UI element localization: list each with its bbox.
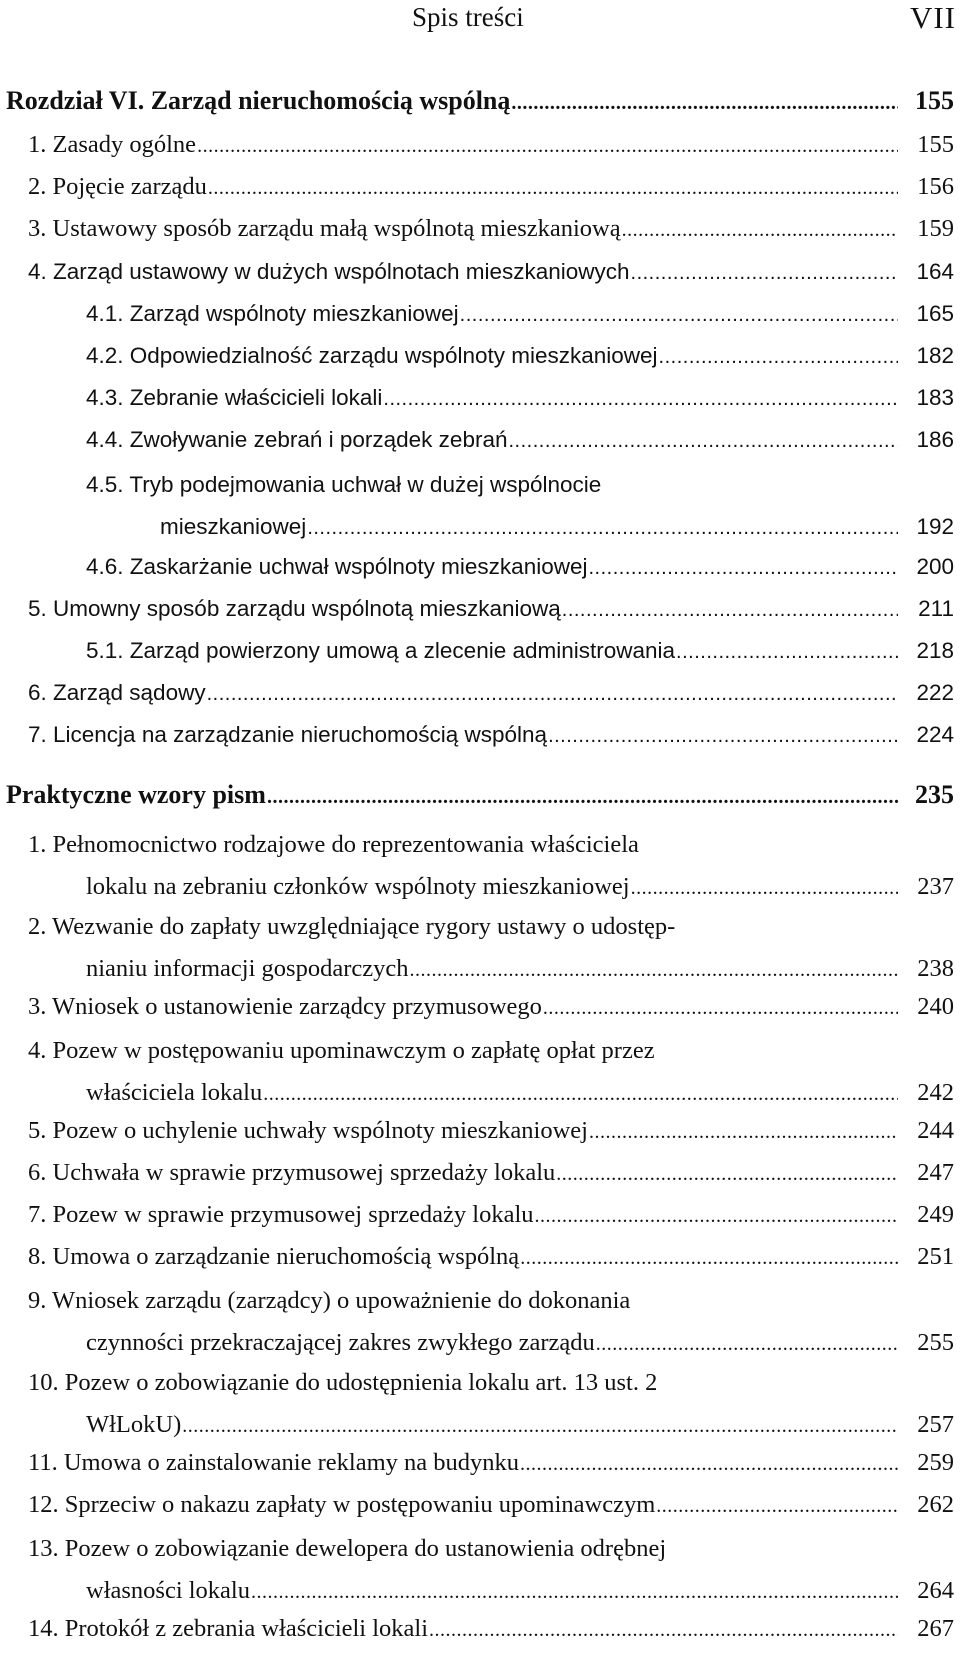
toc-entry-line — [86, 343, 900, 369]
toc-page-number: 244 — [917, 1117, 954, 1144]
toc-entry-line — [28, 680, 900, 706]
toc-entry-line — [28, 216, 900, 242]
toc-page-number: 192 — [916, 514, 954, 539]
dot-leader — [656, 1493, 898, 1519]
toc-entry-line — [86, 1412, 900, 1438]
toc-entry-continuation: nianiu informacji gospodarczych — [86, 955, 409, 982]
toc-entry-title: 10. Pozew o zobowiązanie do udostępnienia lokalu art. 13 ust. 2 — [28, 1369, 658, 1396]
toc-entry-line — [28, 1202, 900, 1228]
toc-entry-title: 5. Umowny sposób zarządu wspólnotą mieszkaniową — [28, 596, 561, 621]
toc-page-number: 156 — [917, 173, 954, 200]
toc-entry-title: 4.1. Zarząd wspólnoty mieszkaniowej — [86, 301, 459, 326]
toc-entry-title: 6. Uchwała w sprawie przymusowej sprzedaży lokalu — [28, 1159, 556, 1186]
toc-entry — [0, 908, 960, 994]
dot-leader — [556, 1161, 898, 1187]
toc-entry-line — [86, 638, 900, 664]
toc-page-number: 259 — [917, 1449, 954, 1476]
toc-entry-title: 9. Wniosek zarządu (zarządcy) o upoważnienie do dokonania — [28, 1287, 631, 1314]
dot-leader — [267, 784, 898, 810]
toc-entry-title: 2. Pojęcie zarządu — [28, 173, 207, 200]
toc-entry-title: 6. Zarząd sądowy — [28, 680, 206, 705]
toc-entry — [0, 990, 960, 1032]
toc-entry-line — [28, 994, 900, 1020]
toc-page-number: 200 — [916, 554, 954, 579]
toc-entry-title: 4. Pozew w postępowaniu upominawczym o zapłatę opłat przez — [28, 1037, 655, 1064]
toc-entry-line — [86, 1578, 900, 1604]
toc-entry-line — [6, 88, 900, 114]
dot-leader — [207, 681, 898, 707]
toc-entry-title: Praktyczne wzory pism — [6, 780, 266, 809]
page-number: VII — [909, 0, 956, 35]
toc-page-number: 262 — [917, 1491, 954, 1518]
toc-entry-line — [28, 1118, 900, 1144]
dot-leader — [263, 1081, 898, 1107]
toc-page-number: 257 — [917, 1411, 954, 1438]
toc-entry-title: 4.2. Odpowiedzialność zarządu wspólnoty mieszkaniowej — [86, 343, 658, 368]
toc-entry-line — [28, 132, 900, 158]
toc-entry — [0, 718, 960, 760]
toc-entry — [0, 423, 960, 465]
dot-leader — [589, 1119, 898, 1145]
toc-entry-title: 14. Protokół z zebrania właścicieli lokali — [28, 1615, 429, 1642]
toc-page-number: 247 — [917, 1159, 954, 1186]
toc-entry-title: 4.3. Zebranie właścicieli lokali — [86, 385, 383, 410]
toc-entry-line — [160, 514, 900, 540]
toc-entry — [0, 1198, 960, 1240]
toc-entry — [0, 212, 960, 254]
dot-leader — [588, 555, 898, 581]
toc-entry-line — [28, 1450, 900, 1476]
dot-leader — [429, 1617, 898, 1643]
toc-page-number: 267 — [917, 1615, 954, 1642]
toc-page-number: 238 — [917, 955, 954, 982]
toc-entry-line — [86, 874, 900, 900]
toc-entry-line — [86, 956, 900, 982]
toc-entry-continuation: właściciela lokalu — [86, 1079, 263, 1106]
toc-page-number: 165 — [916, 301, 954, 326]
toc-entry-continuation: lokalu na zebraniu członków wspólnoty mieszkaniowej — [86, 873, 630, 900]
toc-entry — [0, 170, 960, 212]
toc-page-number: 155 — [915, 86, 954, 115]
toc-page-number: 218 — [916, 638, 954, 663]
toc-entry-title: 1. Pełnomocnictwo rodzajowe do reprezentowania właściciela — [28, 831, 639, 858]
dot-leader — [676, 639, 898, 665]
dot-leader — [511, 90, 898, 116]
toc-entry-line — [28, 174, 900, 200]
toc-entry-line — [28, 1244, 900, 1270]
toc-entry-title: 4.5. Tryb podejmowania uchwał w dużej wspólnocie — [86, 472, 602, 497]
toc-page-number: 183 — [916, 385, 954, 410]
toc-entry — [0, 1530, 960, 1616]
toc-entry — [0, 381, 960, 423]
toc-page-number: 255 — [917, 1329, 954, 1356]
toc-entry-title: 1. Zasady ogólne — [28, 131, 197, 158]
toc-entry-line — [28, 596, 900, 622]
toc-entry — [0, 1240, 960, 1282]
toc-page-number: 164 — [916, 259, 954, 284]
toc-entry-line — [28, 1492, 900, 1518]
toc-entry — [0, 1156, 960, 1198]
toc-entry-continuation: mieszkaniowej — [160, 514, 307, 539]
toc-page-number: 251 — [917, 1243, 954, 1270]
dot-leader — [197, 133, 898, 159]
running-title: Spis treści — [412, 2, 524, 32]
toc-entry-line — [86, 1080, 900, 1106]
toc-page-number: 224 — [916, 722, 954, 747]
toc-page-number: 211 — [918, 596, 954, 621]
toc-entry-title: 4.4. Zwoływanie zebrań i porządek zebrań — [86, 427, 508, 452]
toc-page-number: 237 — [917, 873, 954, 900]
dot-leader — [622, 217, 898, 243]
dot-leader — [520, 1245, 898, 1271]
toc-entry-title: 13. Pozew o zobowiązanie dewelopera do ustanowienia odrębnej — [28, 1535, 667, 1562]
dot-leader — [631, 875, 898, 901]
dot-leader — [208, 175, 898, 201]
toc-entry-line — [86, 554, 900, 580]
toc-entry — [0, 1282, 960, 1368]
toc-entry — [0, 339, 960, 381]
toc-entry — [0, 84, 960, 126]
toc-entry — [0, 128, 960, 170]
dot-leader — [383, 386, 898, 412]
dot-leader — [535, 1203, 898, 1229]
toc-page-number: 222 — [916, 680, 954, 705]
toc-entry-line — [28, 722, 900, 748]
dot-leader — [596, 1331, 898, 1357]
dot-leader — [409, 957, 898, 983]
toc-entry-continuation: czynności przekraczającej zakres zwykłego zarządu — [86, 1329, 595, 1356]
toc-entry-line — [6, 782, 900, 808]
toc-page-number: 182 — [916, 343, 954, 368]
toc-entry-title: 8. Umowa o zarządzanie nieruchomością wspólną — [28, 1243, 520, 1270]
toc-entry — [0, 1032, 960, 1118]
toc-entry — [0, 1612, 960, 1654]
dot-leader — [182, 1413, 898, 1439]
dot-leader — [508, 428, 898, 454]
toc-entry — [0, 1446, 960, 1488]
toc-entry-line — [28, 1160, 900, 1186]
toc-page-number: 155 — [917, 131, 954, 158]
toc-entry — [0, 676, 960, 718]
toc-entry — [0, 1488, 960, 1530]
toc-entry — [0, 1364, 960, 1450]
toc-page-number: 249 — [917, 1201, 954, 1228]
toc-entry-title: 5.1. Zarząd powierzony umową a zlecenie administrowania — [86, 638, 676, 663]
toc-page-number: 264 — [917, 1577, 954, 1604]
toc-entry-title: 3. Ustawowy sposób zarządu małą wspólnotą mieszkaniową — [28, 215, 621, 242]
dot-leader — [543, 995, 898, 1021]
dot-leader — [659, 344, 898, 370]
toc-entry-continuation: własności lokalu — [86, 1577, 250, 1604]
toc-entry — [0, 1114, 960, 1156]
toc-page-number: 242 — [917, 1079, 954, 1106]
toc-entry — [0, 466, 960, 552]
toc-entry-line — [86, 1330, 900, 1356]
toc-entry — [0, 255, 960, 297]
toc-entry-line — [28, 1616, 900, 1642]
toc-entry-title: 7. Licencja na zarządzanie nieruchomością wspólną — [28, 722, 548, 747]
toc-page-number: 186 — [916, 427, 954, 452]
toc-entry-line — [86, 301, 900, 327]
toc-entry-continuation: WłLokU) — [86, 1411, 182, 1438]
dot-leader — [307, 515, 898, 541]
page-header — [0, 0, 960, 40]
toc-page-number: 235 — [915, 780, 954, 809]
toc-entry-title: 5. Pozew o uchylenie uchwały wspólnoty mieszkaniowej — [28, 1117, 588, 1144]
toc-entry — [0, 826, 960, 912]
toc-entry — [0, 778, 960, 820]
dot-leader — [251, 1579, 898, 1605]
toc-entry — [0, 550, 960, 592]
dot-leader — [562, 597, 898, 623]
toc-page-number: 240 — [917, 993, 954, 1020]
toc-entry-title: Rozdział VI. Zarząd nieruchomością wspólną — [6, 86, 511, 115]
toc-entry-title: 12. Sprzeciw o nakazu zapłaty w postępowaniu upominawczym — [28, 1491, 656, 1518]
dot-leader — [631, 260, 898, 286]
toc-entry-title: 4. Zarząd ustawowy w dużych wspólnotach mieszkaniowych — [28, 259, 630, 284]
toc-entry-line — [28, 259, 900, 285]
toc-entry-line — [86, 385, 900, 411]
toc-entry — [0, 592, 960, 634]
toc-entry — [0, 634, 960, 676]
toc-entry-line — [86, 427, 900, 453]
dot-leader — [520, 1451, 898, 1477]
dot-leader — [460, 302, 898, 328]
dot-leader — [548, 723, 898, 749]
toc-entry — [0, 297, 960, 339]
toc-entry-title: 2. Wezwanie do zapłaty uwzględniające rygory ustawy o udostęp- — [28, 913, 676, 940]
toc-entry-title: 4.6. Zaskarżanie uchwał wspólnoty mieszkaniowej — [86, 554, 588, 579]
toc-page-number: 159 — [917, 215, 954, 242]
toc-entry-title: 3. Wniosek o ustanowienie zarządcy przymusowego — [28, 993, 542, 1020]
toc-entry-title: 7. Pozew w sprawie przymusowej sprzedaży lokalu — [28, 1201, 534, 1228]
toc-entry-title: 11. Umowa o zainstalowanie reklamy na budynku — [28, 1449, 520, 1476]
